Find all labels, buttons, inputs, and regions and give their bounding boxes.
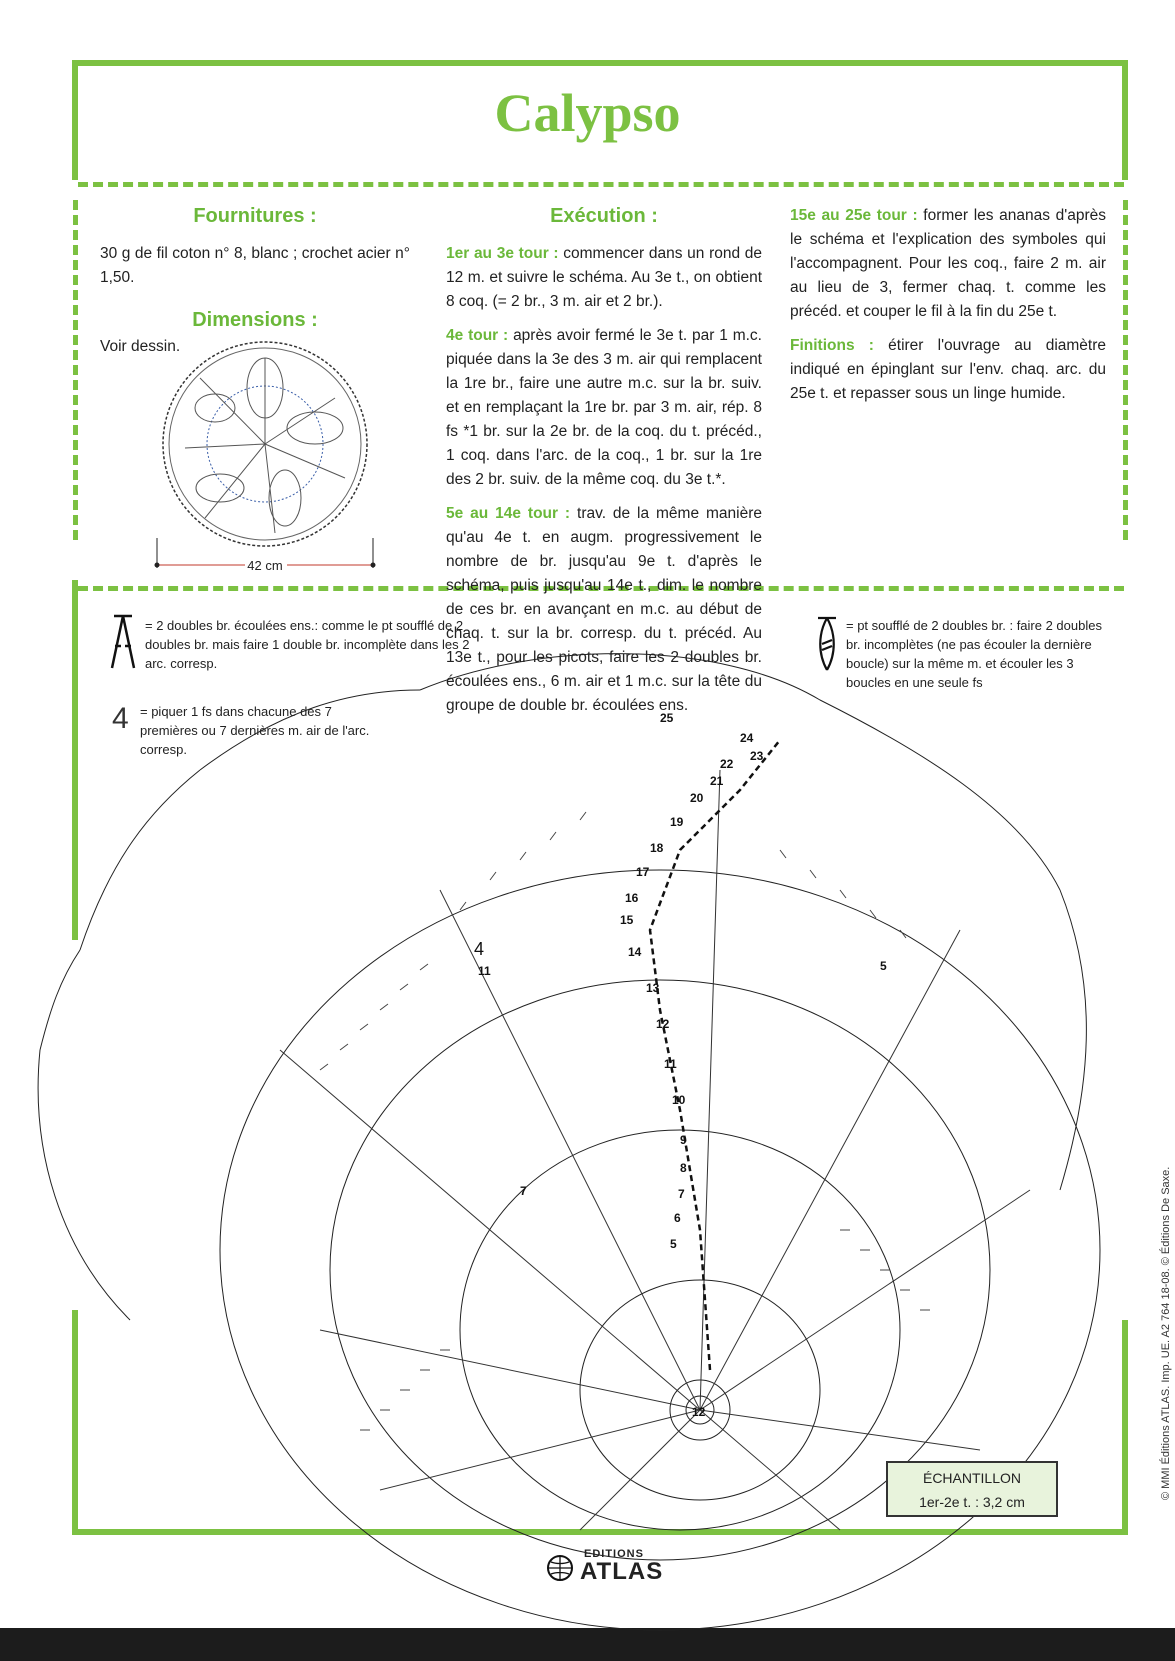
supplies-text: 30 g de fil coton n° 8, blanc ; crochet acier n° 1,50. — [100, 245, 410, 286]
supplies-section — [100, 204, 410, 346]
dimensions-heading: Dimensions : — [192, 309, 318, 331]
execution-heading: Exécution : — [550, 205, 658, 227]
legend-cluster: = 2 doubles br. écoulées ens.: comme le pt soufflé de 2 doubles br. mais faire 1 double br. incomplète dans les 2 arc. corresp. — [145, 618, 470, 671]
round-8: 8 — [680, 1161, 687, 1175]
legend-puff: = pt soufflé de 2 doubles br. : faire 2 doubles br. incomplètes (ne pas écouler la dernière boucle) sur la même m. et écouler les 3 boucles en une seule fs — [846, 618, 1102, 690]
round-7: 7 — [678, 1187, 685, 1201]
round-18: 18 — [650, 841, 664, 855]
round-10: 10 — [672, 1093, 686, 1107]
diameter-label: 42 cm — [247, 558, 283, 573]
step-5: Finitions : étirer l'ouvrage au diamètre indiqué en épinglant sur l'env. chaq. arc. du 25e t. et repasser sous un linge humide. — [790, 337, 1106, 402]
round-16: 16 — [625, 891, 639, 905]
center-label: 12 — [692, 1405, 706, 1419]
round-23: 23 — [750, 749, 764, 763]
scan-edge-band — [0, 1628, 1175, 1661]
round-14: 14 — [628, 945, 642, 959]
round-13: 13 — [646, 981, 660, 995]
round-17: 17 — [636, 865, 650, 879]
step-2: 4e tour : après avoir fermé le 3e t. par 1 m.c. piquée dans la 3e des 3 m. air qui remplacent la 1re br., faire une autre m.c. sur la br. suiv. et en remplaçant la 1re br. par 3 m. air, rép. 8 fs *1 br. sur la 2e br. de la coq. du t. précéd., 1 coq. dans l'arc. de la coq., 1 br. sur la 1re des 2 br. suiv. de la même coq. du 3e t.*. — [446, 327, 762, 488]
execution-column-1 — [446, 204, 763, 714]
supplies-heading: Fournitures : — [193, 205, 317, 227]
round-9: 9 — [680, 1133, 687, 1147]
execution-column-2 — [790, 204, 1106, 416]
gauge-sample-box — [886, 1461, 1058, 1517]
side-label-4: 4 — [474, 939, 485, 959]
publisher-name: ATLAS — [580, 1558, 664, 1585]
step-1: 1er au 3e tour : commencer dans un rond de 12 m. et suivre le schéma. Au 3e t., on obtient 8 coq. (= 2 br., 3 m. air et 2 br.). — [446, 245, 763, 310]
side-label-11: 11 — [478, 964, 491, 978]
globe-icon — [546, 1554, 576, 1582]
step-3: 5e au 14e tour : trav. de la même manière qu'au 4e t. en augm. progressivement le nombre de br. jusqu'au 9e t. d'après le schéma, puis jusqu'au 14e t., dim. le nombre de ces br. en avançant en m.c. au début de chaq. t. sur la br. corresp. du t. précéd. Au 13e t., pour les picots, faire les 2 doubles br. écoulées ens., 6 m. air et 1 m.c. sur la tête du groupe de double br. écoulées ens. — [446, 505, 762, 714]
copyright-text: © MMI Éditions ATLAS. Imp. UE. A2 764 18-08. © Éditions De Saxe. — [1160, 1166, 1172, 1500]
side-label-5: 5 — [880, 959, 887, 973]
side-label-7: 7 — [520, 1184, 527, 1198]
round-6: 6 — [674, 1211, 681, 1225]
round-15: 15 — [620, 913, 634, 927]
round-21: 21 — [710, 774, 724, 788]
round-11: 11 — [664, 1057, 677, 1071]
frame-left-dashed — [73, 200, 78, 540]
round-25: 25 — [660, 711, 674, 725]
sample-text: 1er-2e t. : 3,2 cm — [919, 1494, 1025, 1510]
frame-right-dashed — [1123, 200, 1128, 540]
legend-insert: = piquer 1 fs dans chacune des 7 premières ou 7 dernières m. air de l'arc. corresp. — [140, 704, 370, 757]
page-title: Calypso — [494, 83, 681, 143]
round-5: 5 — [670, 1237, 677, 1251]
sample-title: ÉCHANTILLON — [922, 1470, 1022, 1486]
dimensions-text: Voir dessin. — [100, 338, 181, 355]
publisher-top: EDITIONS — [584, 1548, 644, 1560]
crochet-chart — [20, 630, 1120, 1560]
frame-top-border — [72, 60, 1128, 66]
round-24: 24 — [740, 731, 754, 745]
doily-sketch — [155, 338, 395, 580]
round-12: 12 — [656, 1017, 670, 1031]
publisher-logo — [546, 1548, 668, 1590]
round-19: 19 — [670, 815, 684, 829]
insert-symbol: 4 — [112, 702, 129, 735]
round-22: 22 — [720, 757, 734, 771]
divider-dashed-top — [78, 182, 1124, 187]
frame-right-lower — [1122, 1320, 1128, 1535]
step-4: 15e au 25e tour : former les ananas d'après le schéma et l'explication des symboles qui l'accompagnent. Pour les coq., faire 2 m. air au lieu de 3, fermer chaq. t. comme les précéd. et couper le fil à la fin du 25e t. — [790, 207, 1106, 320]
round-20: 20 — [690, 791, 704, 805]
